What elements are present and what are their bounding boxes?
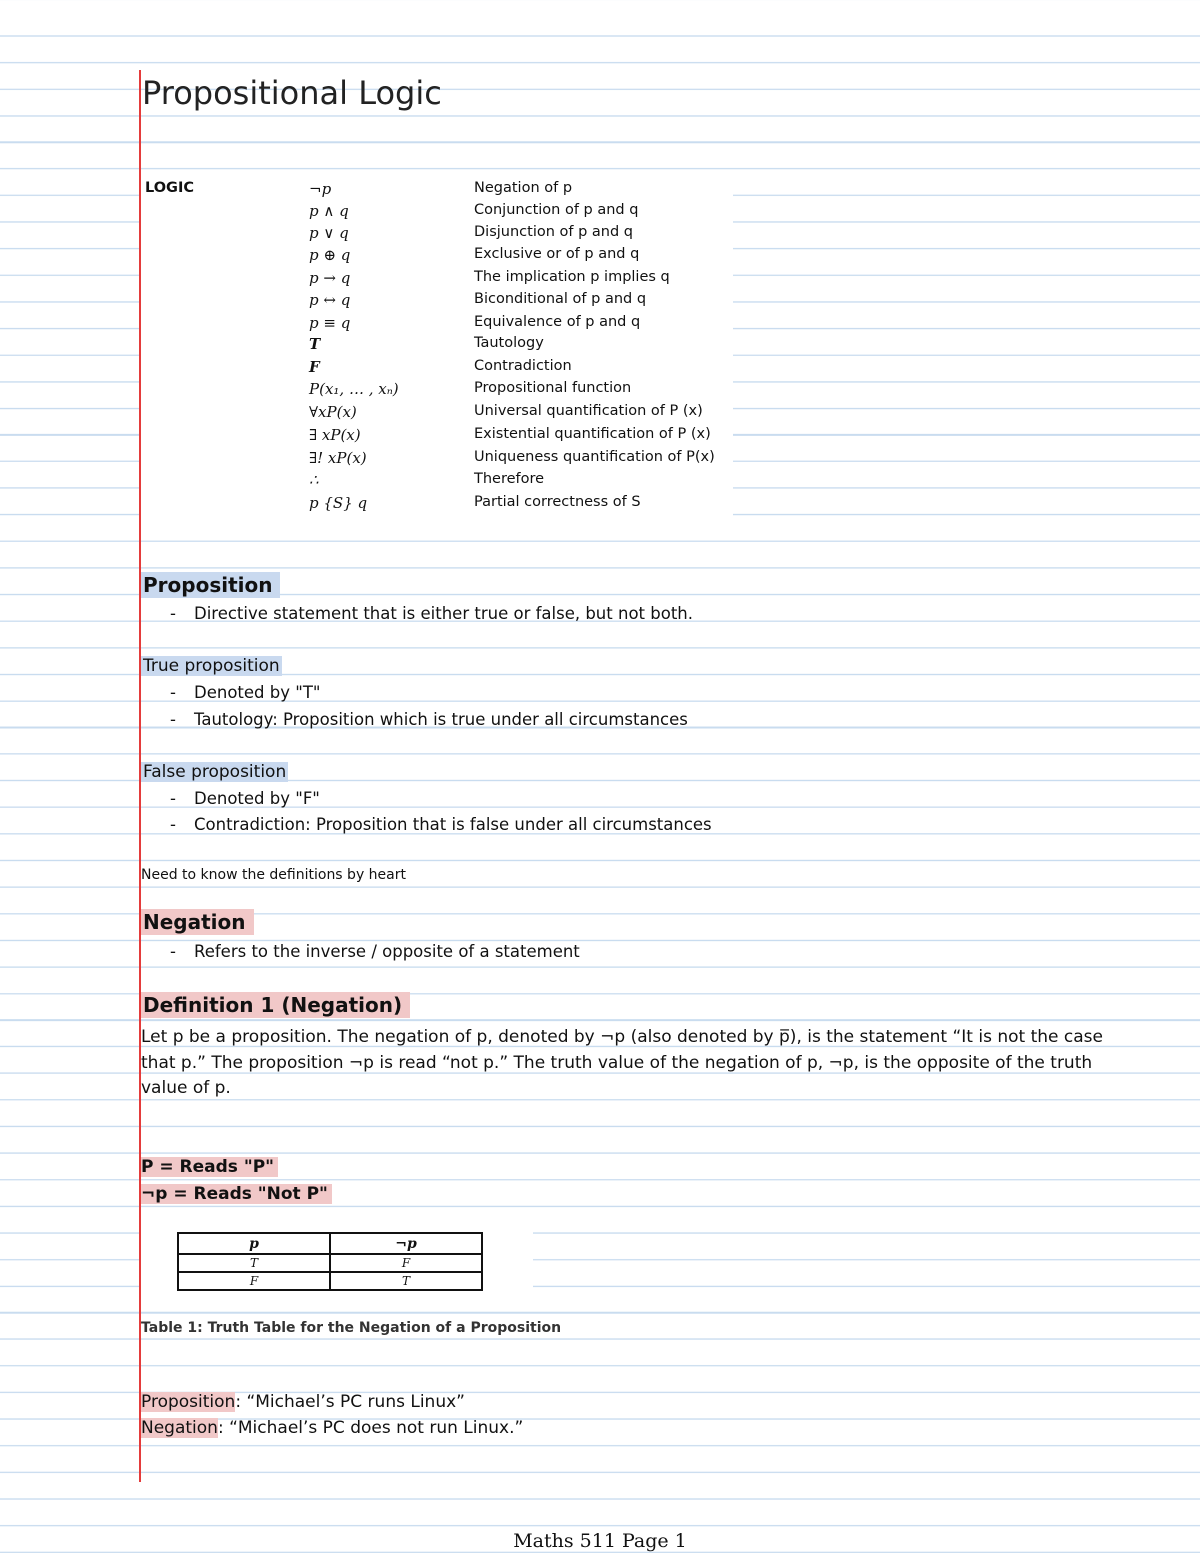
logic-symbol: p ↔ q [309, 291, 351, 309]
table-row [178, 1254, 482, 1272]
proposition-heading: Proposition [141, 572, 280, 598]
list-item: - Refers to the inverse / opposite of a statement [170, 942, 580, 961]
reads-not-p: ¬p = Reads "Not P" [141, 1184, 332, 1204]
proposition-bullet: Directive statement that is either true or false, but not both. [194, 604, 693, 623]
logic-symbol: p ≡ q [309, 314, 351, 332]
definition-text: Let p be a proposition. The negation of p, denoted by ¬p (also denoted by p̅), is the statement “It is not the case that p.” The proposition ¬p is read “not p.” The truth value of the negation of p, ¬p, is the opposite of the truth value of p. [141, 1027, 1103, 1099]
proposition-section [141, 573, 280, 597]
true-proposition-heading: True proposition [143, 656, 280, 676]
list-item: - Denoted by "F" [170, 789, 320, 808]
negation-heading: Negation [141, 909, 254, 935]
reads-p: P = Reads "P" [141, 1157, 278, 1177]
reads-line-1 [141, 1157, 278, 1177]
example-proposition-label: Proposition [141, 1392, 236, 1412]
example-negation [141, 1418, 523, 1438]
example-negation-text: : “Michael’s PC does not run Linux.” [217, 1418, 524, 1438]
logic-description: Therefore [474, 471, 545, 487]
list-item: - Directive statement that is either true or false, but not both. [170, 604, 693, 623]
true-proposition-section [141, 656, 282, 676]
truth-table [177, 1232, 483, 1291]
logic-symbol: p ⊕ q [309, 246, 351, 264]
logic-description: The implication p implies q [474, 269, 670, 285]
table-cell: F [330, 1254, 482, 1272]
table-cell: T [178, 1254, 330, 1272]
logic-description: Conjunction of p and q [474, 202, 639, 218]
logic-description: Contradiction [474, 358, 572, 374]
logic-description: Equivalence of p and q [474, 314, 641, 330]
true-proposition-bullet: Denoted by "T" [194, 683, 321, 702]
reads-line-2 [141, 1184, 332, 1204]
negation-section [141, 910, 254, 934]
logic-symbol: p ∨ q [309, 224, 349, 242]
page-title: Propositional Logic [142, 74, 442, 112]
example-proposition-text: : “Michael’s PC runs Linux” [235, 1392, 465, 1412]
truth-table-container [141, 1220, 533, 1310]
false-proposition-section [141, 762, 288, 782]
list-item: - Contradiction: Proposition that is false under all circumstances [170, 815, 712, 834]
definition-heading: Definition 1 (Negation) [141, 992, 410, 1018]
logic-description: Universal quantification of P (x) [474, 403, 703, 419]
logic-description: Biconditional of p and q [474, 291, 647, 307]
logic-symbol: p {S} q [309, 494, 368, 512]
logic-description: Propositional function [474, 380, 632, 396]
table-cell: F [178, 1272, 330, 1290]
logic-description: Exclusive or of p and q [474, 246, 640, 262]
logic-symbol: p ∧ q [309, 202, 349, 220]
logic-symbol: ∃! xP(x) [309, 449, 367, 467]
list-item: - Denoted by "T" [170, 683, 321, 702]
truth-table-caption: Table 1: Truth Table for the Negation of a Proposition [141, 1320, 562, 1336]
logic-description: Disjunction of p and q [474, 224, 634, 240]
logic-description: Negation of p [474, 180, 573, 196]
negation-bullet: Refers to the inverse / opposite of a statement [194, 942, 580, 961]
logic-heading: LOGIC [145, 180, 194, 196]
table-header-cell: ¬p [330, 1233, 482, 1254]
logic-symbol: ¬p [309, 180, 332, 198]
logic-symbol: ∃ xP(x) [309, 426, 361, 444]
false-proposition-heading: False proposition [143, 762, 287, 782]
table-row [178, 1233, 482, 1254]
logic-description: Partial correctness of S [474, 494, 641, 510]
logic-symbol: p → q [309, 269, 351, 287]
logic-symbol-table [141, 176, 733, 518]
note-text: Need to know the definitions by heart [141, 867, 406, 883]
logic-symbol: F [309, 358, 320, 376]
logic-symbol: ∴ [309, 471, 319, 489]
page-footer: Maths 511 Page 1 [513, 1530, 687, 1552]
example-negation-label: Negation [141, 1418, 218, 1438]
logic-symbol: T [309, 335, 321, 353]
false-proposition-bullet: Denoted by "F" [194, 789, 320, 808]
table-header-cell: p [178, 1233, 330, 1254]
table-row [178, 1272, 482, 1290]
true-proposition-bullet: Tautology: Proposition which is true under all circumstances [194, 710, 688, 729]
logic-description: Existential quantification of P (x) [474, 426, 711, 442]
table-cell: T [330, 1272, 482, 1290]
logic-symbol: ∀xP(x) [309, 403, 357, 421]
logic-description: Tautology [474, 335, 544, 351]
example-proposition [141, 1392, 465, 1412]
logic-symbol: P(x₁, … , xₙ) [309, 380, 399, 398]
logic-description: Uniqueness quantification of P(x) [474, 449, 715, 465]
list-item: - Tautology: Proposition which is true under all circumstances [170, 710, 688, 729]
false-proposition-bullet: Contradiction: Proposition that is false under all circumstances [194, 815, 712, 834]
definition-section [141, 993, 410, 1017]
